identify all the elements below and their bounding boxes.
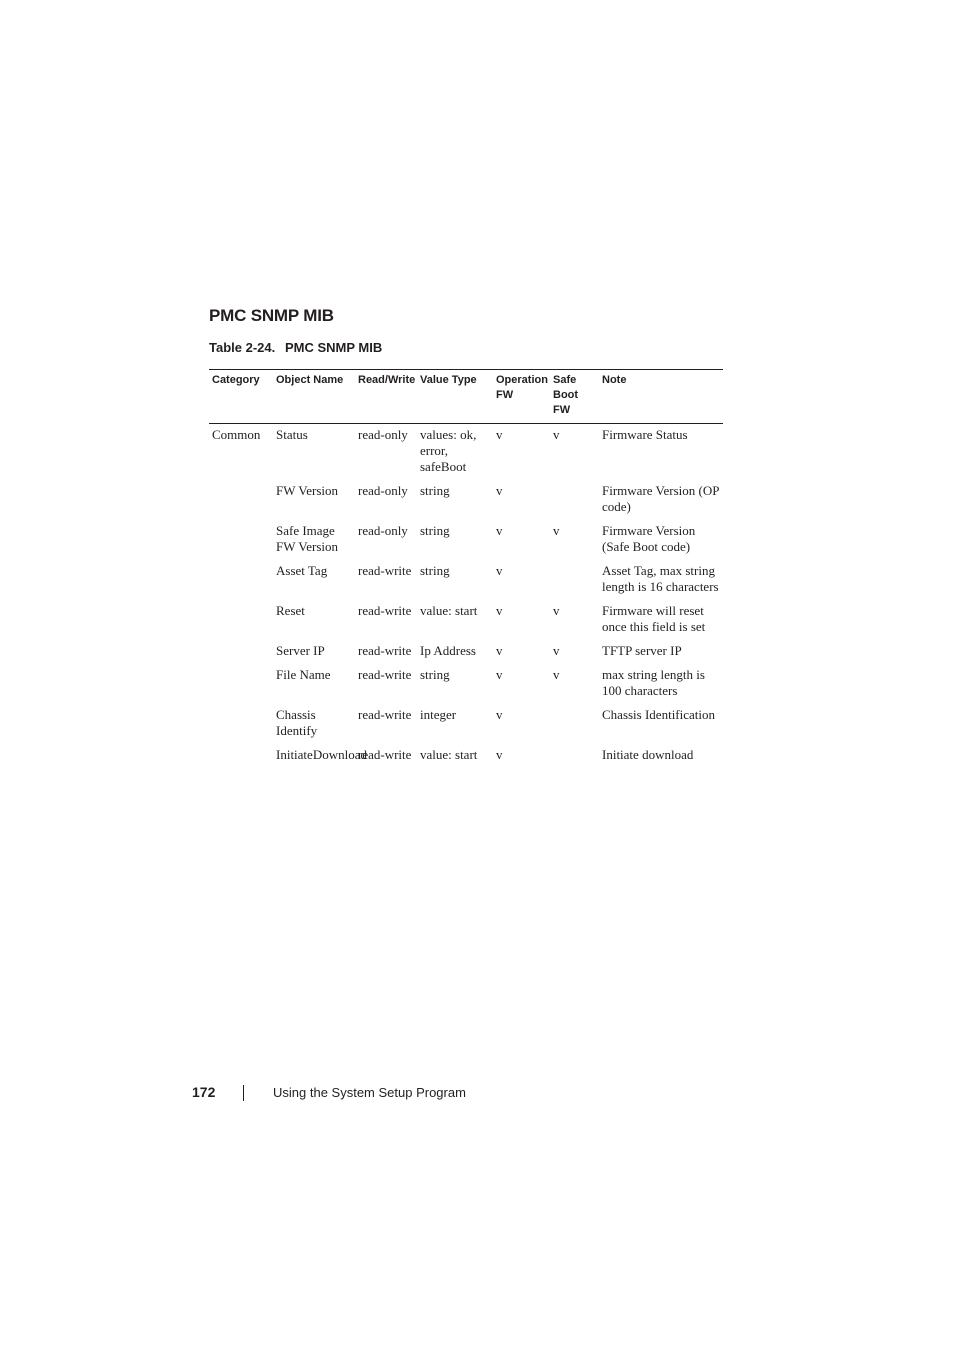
cell-value-type: string — [420, 667, 450, 682]
table-body — [209, 424, 723, 770]
cell-operation-fw: v — [496, 483, 503, 498]
cell-value-type: string — [420, 483, 450, 498]
table-header-row — [209, 370, 723, 424]
footer-separator — [243, 1085, 244, 1101]
cell-read-write: read-only — [358, 483, 408, 498]
cell-note: TFTP server IP — [602, 643, 682, 658]
cell-note: Chassis Identification — [602, 707, 716, 722]
cell-category — [209, 745, 273, 769]
cell-safe-boot-fw: v — [553, 643, 560, 658]
cell-category — [209, 561, 273, 601]
cell-read-write: read-write — [358, 747, 412, 762]
cell-read-write: read-write — [358, 643, 412, 658]
cell-category — [209, 481, 273, 521]
column-header-category: Category — [209, 370, 273, 424]
cell-object-name: Server IP — [276, 643, 325, 658]
cell-note: Firmware Version (OP code) — [602, 483, 719, 514]
cell-object-name: Chassis Identify — [276, 707, 318, 738]
table-caption-number: Table 2-24. — [209, 340, 276, 355]
cell-operation-fw: v — [496, 563, 503, 578]
table-row — [209, 601, 723, 641]
column-header-safe-boot-fw: Safe Boot FW — [550, 370, 599, 424]
cell-category — [209, 601, 273, 641]
cell-safe-boot-fw: v — [553, 603, 560, 618]
cell-read-write: read-write — [358, 603, 412, 618]
pmc-snmp-mib-table — [209, 369, 723, 769]
cell-value-type: string — [420, 563, 450, 578]
cell-value-type: string — [420, 523, 450, 538]
cell-value-type: value: start — [420, 747, 478, 762]
cell-safe-boot-fw: v — [553, 667, 560, 682]
cell-value-type: values: ok, error, safeBoot — [420, 427, 477, 474]
cell-value-type: Ip Address — [420, 643, 476, 658]
cell-note: Firmware Version (Safe Boot code) — [602, 523, 696, 554]
cell-read-write: read-write — [358, 667, 412, 682]
table-row — [209, 705, 723, 745]
column-header-object-name: Object Name — [273, 370, 355, 424]
cell-operation-fw: v — [496, 643, 503, 658]
table-row — [209, 561, 723, 601]
cell-safe-boot-fw — [550, 481, 599, 521]
cell-read-write: read-write — [358, 707, 412, 722]
cell-note: Firmware will reset once this field is set — [602, 603, 706, 634]
cell-value-type: value: start — [420, 603, 478, 618]
section-title: PMC SNMP MIB — [209, 306, 334, 325]
cell-safe-boot-fw: v — [553, 427, 560, 442]
column-header-value-type: Value Type — [417, 370, 493, 424]
cell-safe-boot-fw: v — [553, 523, 560, 538]
cell-value-type: integer — [420, 707, 457, 722]
cell-object-name: Asset Tag — [276, 563, 328, 578]
cell-category — [209, 705, 273, 745]
cell-object-name: Safe Image FW Version — [276, 523, 338, 554]
column-header-read-write: Read/Write — [355, 370, 417, 424]
cell-operation-fw: v — [496, 427, 503, 442]
cell-note: Initiate download — [602, 747, 694, 762]
cell-operation-fw: v — [496, 747, 503, 762]
cell-safe-boot-fw — [550, 705, 599, 745]
column-header-note: Note — [599, 370, 723, 424]
cell-operation-fw: v — [496, 523, 503, 538]
table-row — [209, 424, 723, 482]
cell-category — [209, 641, 273, 665]
cell-safe-boot-fw — [550, 561, 599, 601]
cell-read-write: read-write — [358, 563, 412, 578]
cell-object-name: Reset — [276, 603, 305, 618]
cell-object-name: Status — [276, 427, 308, 442]
cell-read-write: read-only — [358, 427, 408, 442]
cell-category: Common — [212, 427, 261, 442]
table-caption — [209, 340, 382, 355]
cell-object-name: InitiateDownload — [276, 747, 367, 762]
cell-read-write: read-only — [358, 523, 408, 538]
cell-object-name: File Name — [276, 667, 331, 682]
cell-operation-fw: v — [496, 707, 503, 722]
table-row — [209, 521, 723, 561]
table-row — [209, 641, 723, 665]
cell-category — [209, 521, 273, 561]
column-header-operation-fw: Operation FW — [493, 370, 550, 424]
table-row — [209, 481, 723, 521]
table-row — [209, 665, 723, 705]
cell-note: max string length is 100 characters — [602, 667, 705, 698]
cell-category — [209, 665, 273, 705]
cell-safe-boot-fw — [550, 745, 599, 769]
cell-object-name: FW Version — [276, 483, 338, 498]
cell-note: Asset Tag, max string length is 16 characters — [602, 563, 719, 594]
cell-operation-fw: v — [496, 667, 503, 682]
cell-operation-fw: v — [496, 603, 503, 618]
page-number: 172 — [192, 1084, 216, 1100]
table-row — [209, 745, 723, 769]
table-caption-title: PMC SNMP MIB — [285, 340, 383, 355]
cell-note: Firmware Status — [602, 427, 688, 442]
running-footer-title: Using the System Setup Program — [273, 1085, 466, 1100]
